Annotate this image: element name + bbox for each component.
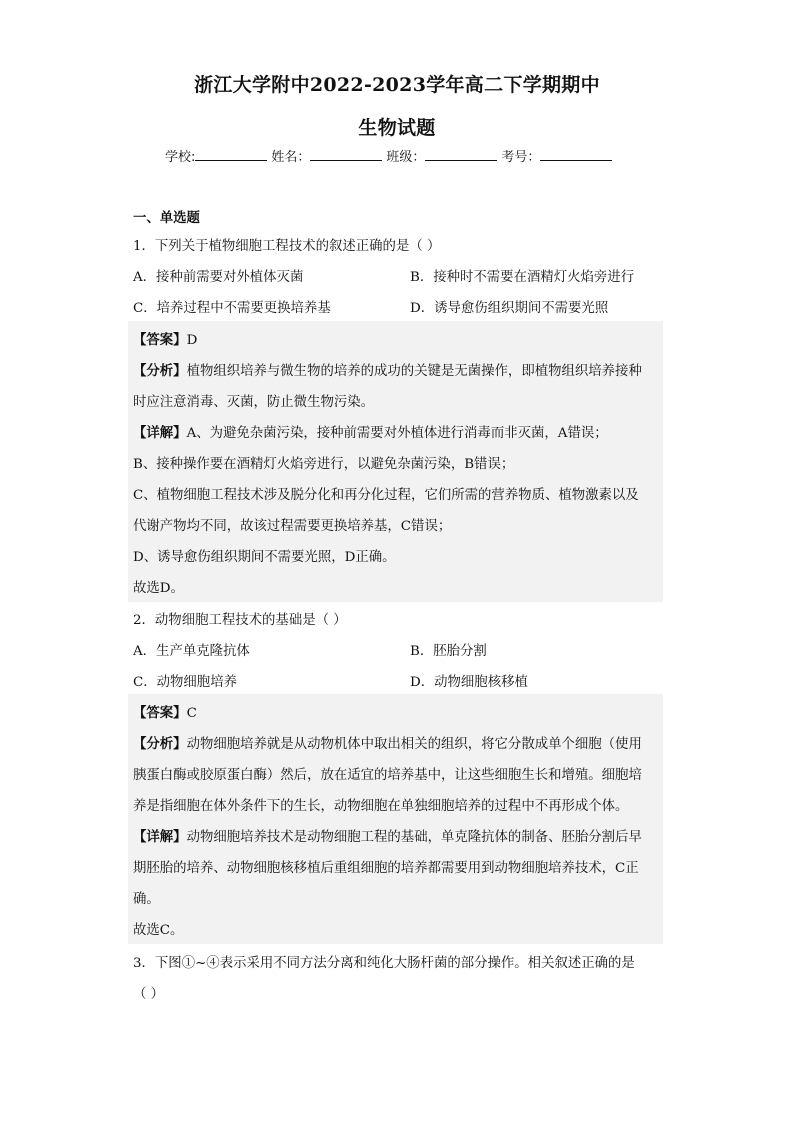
school-blank (195, 148, 267, 161)
name-label: 姓名： (271, 150, 311, 165)
q1-option-c: C．培养过程中不需要更换培养基 (133, 301, 331, 316)
q1-analysis-line-1 (133, 360, 642, 379)
class-blank (425, 148, 497, 161)
q2-detail-line-2: 期胚胎的培养、动物细胞核移植后重组细胞的培养都需要用到动物细胞培养技术，C正 (133, 861, 639, 876)
q2-option-b: B．胚胎分割 (410, 644, 487, 659)
q2-detail-line-3: 确。 (133, 892, 160, 907)
q3-stem-line-2: （ ） (133, 987, 165, 1002)
answer-value: C (186, 706, 197, 721)
q2-analysis-line-1 (133, 733, 642, 752)
q2-analysis-line-3: 养是指细胞在体外条件下的生长，动物细胞在单独细胞培养的过程中不再形成个体。 (133, 799, 629, 814)
answer-value: D (186, 333, 198, 348)
q1-detail-line-4: 代谢产物均不同，故该过程需要更换培养基，C错误； (133, 519, 452, 534)
q2-option-c: C．动物细胞培养 (133, 675, 237, 690)
q2-option-a: A．生产单克隆抗体 (133, 644, 250, 659)
q1-stem: 1．下列关于植物细胞工程技术的叙述正确的是（ ） (133, 239, 441, 254)
analysis-text: 植物组织培养与微生物的培养的成功的关键是无菌操作，即植物组织培养接种 (186, 364, 642, 379)
exam-title: 浙江大学附中2022-2023学年高二下学期期中 (194, 74, 600, 96)
q2-stem: 2．动物细胞工程技术的基础是（ ） (133, 613, 347, 628)
class-label: 班级： (386, 150, 426, 165)
detail-tag: 【详解】 (133, 829, 187, 845)
q1-option-b: B．接种时不需要在酒精灯火焰旁进行 (410, 270, 635, 285)
q2-conclusion: 故选C。 (133, 923, 184, 938)
q3-stem: 3．下图①~④表示采用不同方法分离和纯化大肠杆菌的部分操作。相关叙述正确的是 (133, 956, 635, 971)
detail-text: 动物细胞培养技术是动物细胞工程的基础，单克隆抗体的制备、胚胎分割后早 (186, 830, 642, 845)
q1-analysis-line-2: 时应注意消毒、灭菌，防止微生物污染。 (133, 395, 375, 410)
answer-tag: 【答案】 (133, 332, 187, 348)
q2-analysis-line-2: 胰蛋白酶或胶原蛋白酶）然后，放在适宜的培养基中，让这些细胞生长和增殖。细胞培 (133, 768, 642, 783)
q1-conclusion: 故选D。 (133, 581, 184, 596)
q1-detail-line-3: C、植物细胞工程技术涉及脱分化和再分化过程，它们所需的营养物质、植物激素以及 (133, 488, 639, 503)
number-label: 考号： (501, 150, 541, 165)
q1-option-a: A．接种前需要对外植体灭菌 (133, 270, 304, 285)
student-info-row (165, 146, 616, 165)
q1-detail-line-1 (133, 422, 608, 441)
q2-option-d: D．动物细胞核移植 (410, 675, 528, 690)
analysis-text: 动物细胞培养就是从动物机体中取出相关的组织，将它分散成单个细胞（使用 (186, 737, 642, 752)
q2-detail-line-1 (133, 826, 642, 845)
detail-tag: 【详解】 (133, 425, 187, 441)
q1-answer (133, 329, 197, 348)
q1-detail-line-2: B、接种操作要在酒精灯火焰旁进行，以避免杂菌污染，B错误； (133, 457, 515, 472)
exam-subtitle: 生物试题 (358, 117, 436, 139)
q1-option-d: D．诱导愈伤组织期间不需要光照 (410, 301, 609, 316)
q2-answer (133, 702, 197, 721)
analysis-tag: 【分析】 (133, 363, 187, 379)
school-label: 学校: (165, 150, 196, 165)
section-title: 一、单选题 (133, 211, 200, 226)
name-blank (310, 148, 382, 161)
number-blank (540, 148, 612, 161)
q2-solution-panel (128, 694, 663, 944)
q1-detail-line-5: D、诱导愈伤组织期间不需要光照，D正确。 (133, 550, 396, 565)
analysis-tag: 【分析】 (133, 736, 187, 752)
detail-text: A、为避免杂菌污染，接种前需要对外植体进行消毒而非灭菌，A错误； (186, 426, 608, 441)
answer-tag: 【答案】 (133, 705, 187, 721)
